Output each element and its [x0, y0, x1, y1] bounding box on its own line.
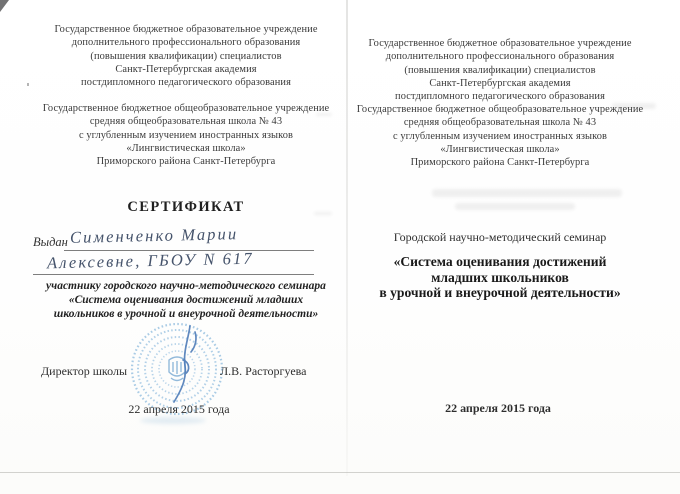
- org-line: Санкт-Петербургская академия: [429, 77, 571, 89]
- participant-line: участнику городского научно-методического семинара: [46, 280, 326, 292]
- participant-description: [24, 280, 348, 322]
- page-fold-divider: [346, 0, 348, 476]
- scan-corner-artifact: [0, 0, 9, 12]
- issued-to-label: Выдан: [33, 235, 68, 249]
- org-line: с углубленным изучением иностранных языков: [78, 129, 294, 141]
- org-academy-block: [350, 37, 650, 103]
- fill-in-underline: [33, 274, 314, 275]
- org-line: дополнительного профессионального образования: [385, 51, 615, 63]
- org-line: с углубленным изучением иностранных языков: [392, 130, 608, 142]
- bleed-through-text: [432, 189, 622, 197]
- participant-line: школьников в урочной и внеурочной деятельности»: [53, 307, 319, 320]
- certificate-heading: СЕРТИФИКАТ: [127, 199, 245, 215]
- seminar-title: [348, 254, 652, 301]
- org-line: Государственное бюджетное общеобразовательное учреждение: [42, 103, 330, 114]
- issue-date-left: 22 апреля 2015 года: [128, 402, 230, 416]
- seminar-title-line: «Система оценивания достижений: [393, 254, 607, 269]
- org-line: Государственное бюджетное образовательное учреждение: [54, 24, 318, 35]
- org-line: Санкт-Петербургская академия: [115, 63, 257, 75]
- org-line: (повышения квалификации) специалистов: [404, 64, 596, 76]
- recipient-name-handwritten-line-1: Сименченко Марии: [69, 224, 239, 247]
- org-line: «Лингвистическая школа»: [126, 142, 246, 154]
- director-label: Директор школы: [41, 364, 128, 378]
- org-line: постдипломного педагогического образования: [395, 91, 605, 103]
- org-line: (повышения квалификации) специалистов: [90, 50, 282, 62]
- org-school-block: [30, 102, 342, 168]
- org-line: Государственное бюджетное общеобразовательное учреждение: [356, 104, 644, 115]
- recipient-name-handwritten-line-2: Алексевне, ГБОУ N 617: [46, 248, 254, 273]
- org-line: Государственное бюджетное образовательное учреждение: [368, 38, 632, 49]
- org-line: дополнительного профессионального образования: [71, 37, 301, 49]
- participant-line: «Система оценивания достижений младших: [68, 293, 304, 306]
- org-line: постдипломного педагогического образования: [81, 77, 291, 89]
- seminar-title-line: младших школьников: [431, 269, 569, 285]
- org-line: средняя общеобразовательная школа № 43: [403, 117, 597, 129]
- org-line: Приморского района Санкт-Петербурга: [410, 157, 590, 169]
- org-line: «Лингвистическая школа»: [440, 143, 560, 155]
- issue-date-right: 22 апреля 2015 года: [445, 401, 551, 415]
- org-academy-block: [30, 23, 342, 89]
- org-school-block: [350, 103, 650, 169]
- bleed-through-text: [455, 203, 575, 210]
- scan-speck: [27, 83, 29, 86]
- director-name: Л.В. Расторгуева: [220, 364, 307, 378]
- seminar-label: Городской научно-методический семинар: [393, 230, 607, 244]
- org-line: Приморского района Санкт-Петербурга: [96, 156, 276, 168]
- paper-bottom-edge: [0, 472, 680, 473]
- org-line: средняя общеобразовательная школа № 43: [89, 116, 283, 128]
- seminar-title-line: в урочной и внеурочной деятельности»: [379, 285, 621, 301]
